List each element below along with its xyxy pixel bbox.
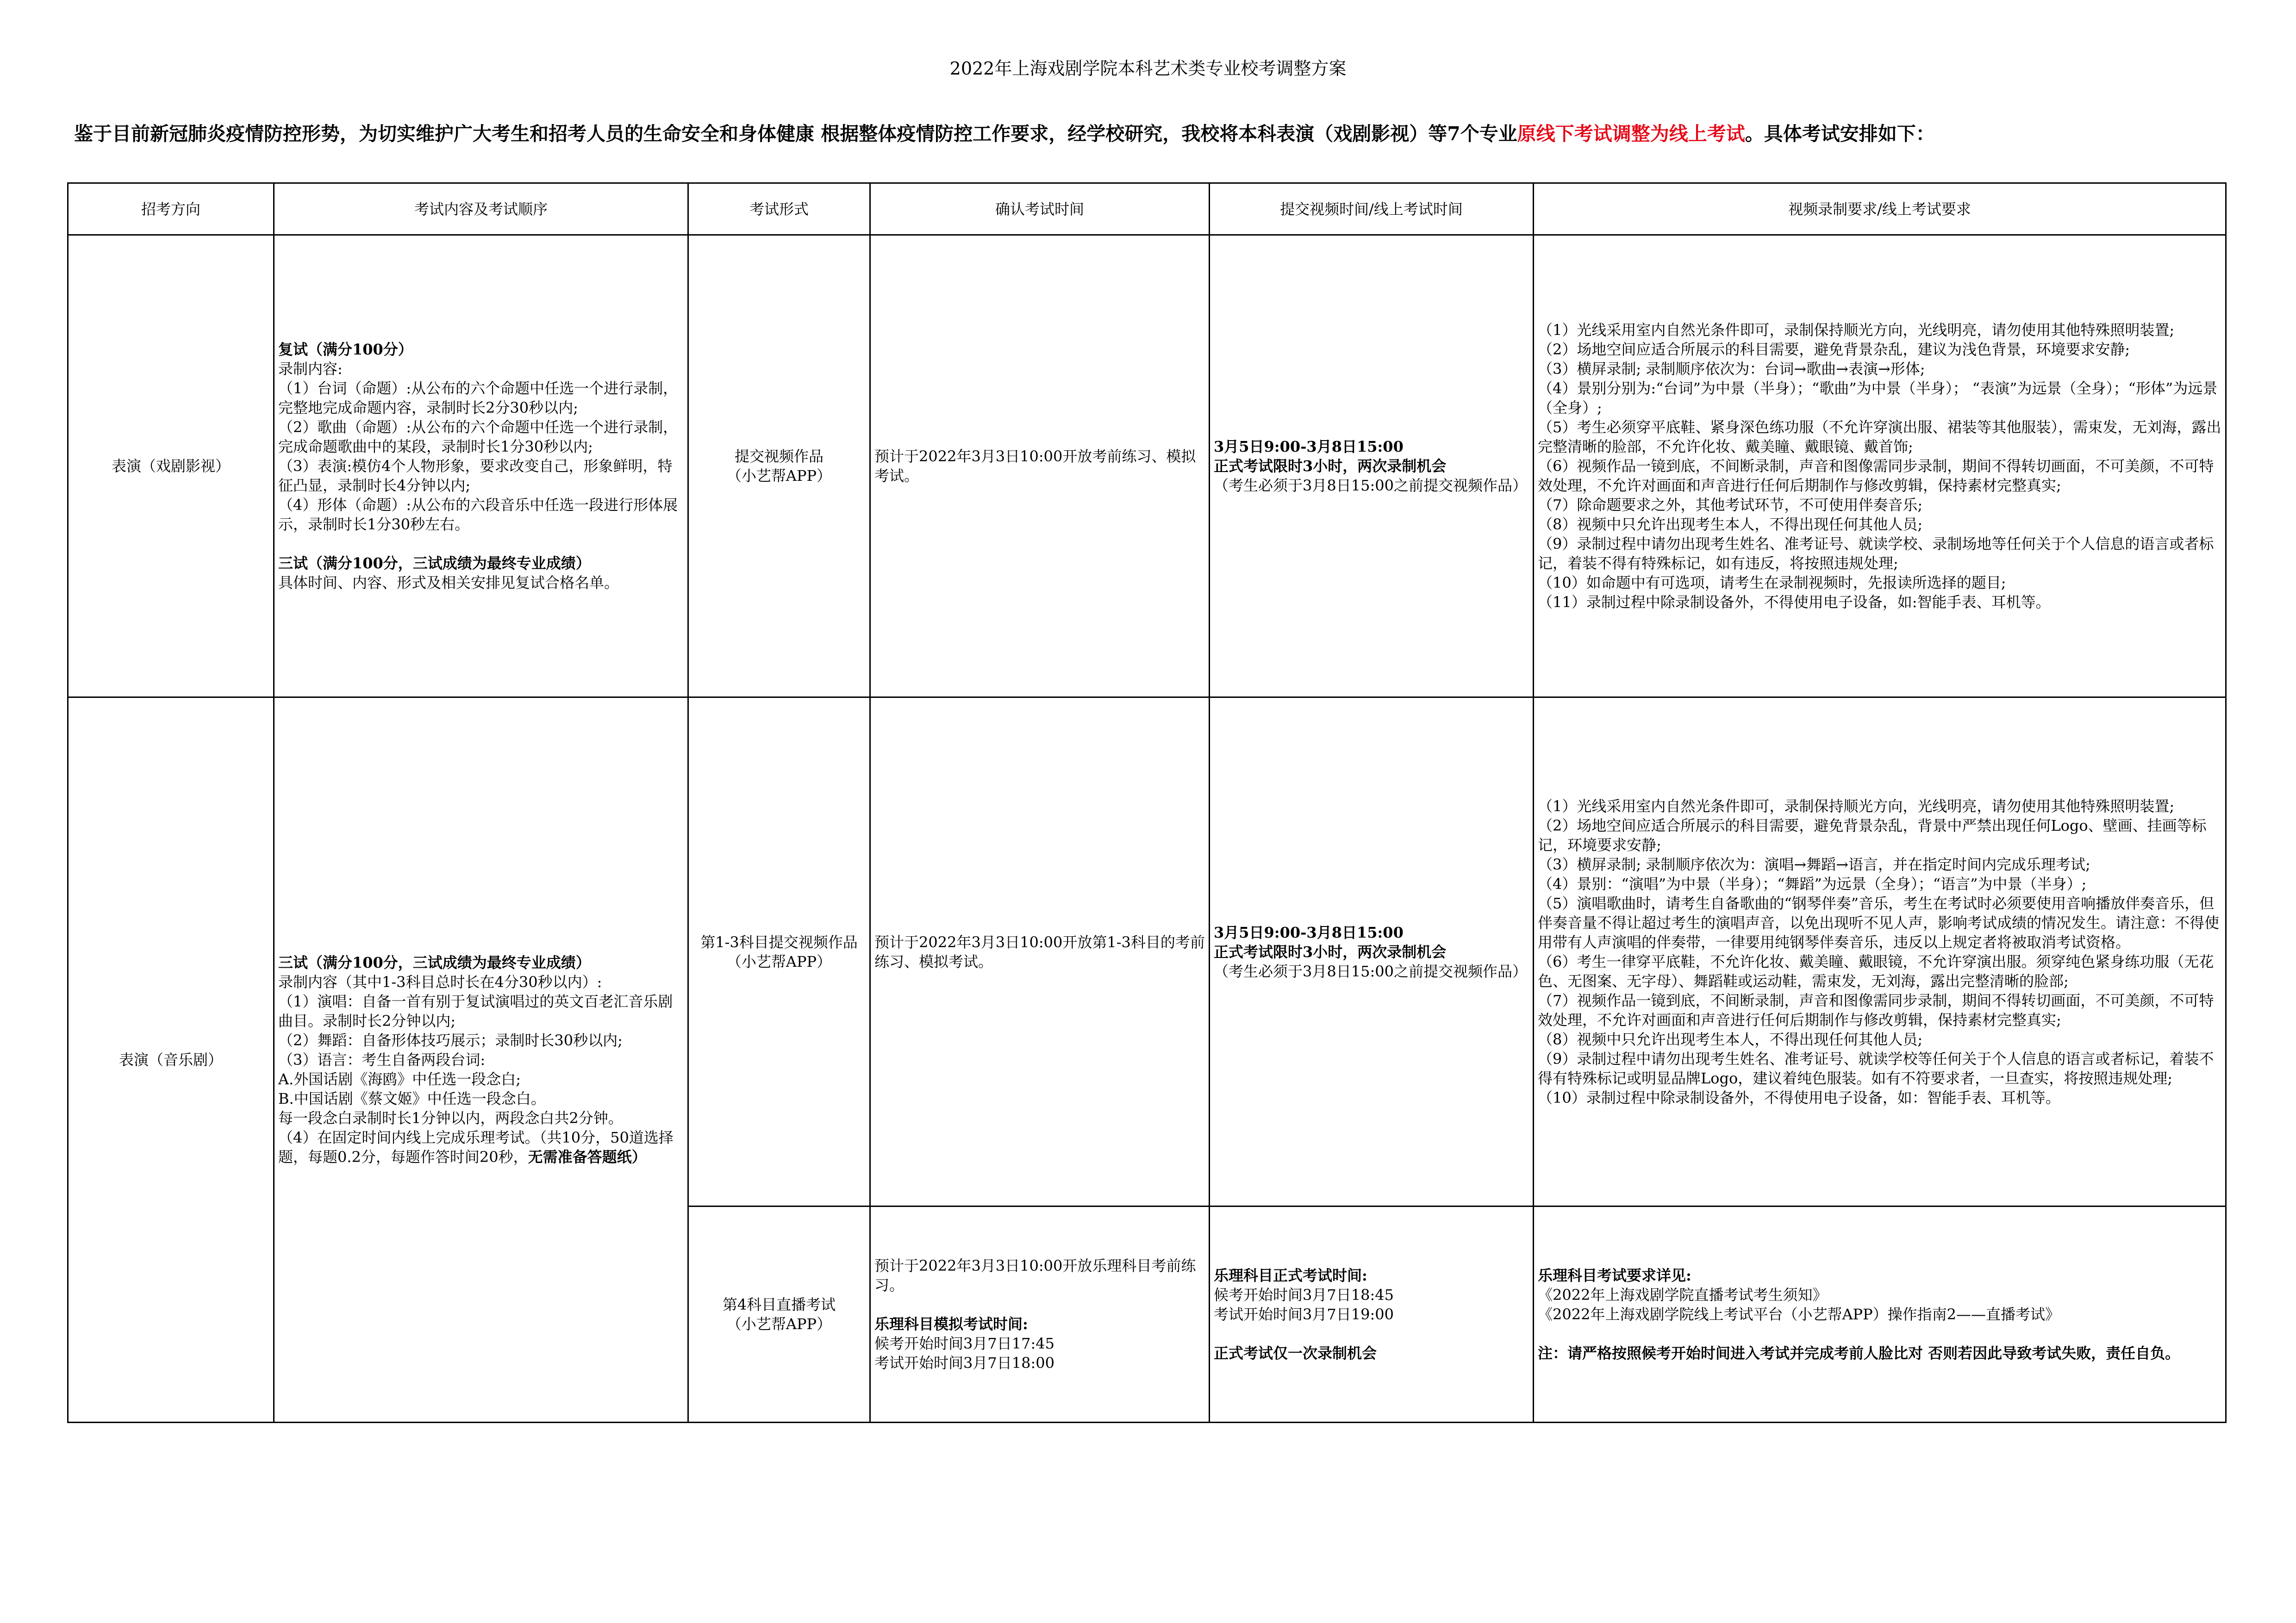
spacer — [1214, 1324, 1529, 1343]
formal-start-time: 考试开始时间3月7日19:00 — [1214, 1306, 1394, 1323]
content-heading: 复试（满分100分） — [278, 341, 413, 358]
requirement-doc: 《2022年上海戏剧学院直播考试考生须知》 — [1538, 1286, 1828, 1304]
form-label: 提交视频作品 — [734, 448, 824, 465]
requirement-item: （10）录制过程中除录制设备外，不得使用电子设备，如：智能手表、耳机等。 — [1538, 1088, 2060, 1107]
confirm-cell: 预计于2022年3月3日10:00开放考前练习、模拟考试。 — [870, 235, 1210, 697]
requirement-item: （5）演唱歌曲时，请考生自备歌曲的“钢琴伴奏”音乐，考生在考试时必须要使用音响播放伴奏音乐，但伴奏音量不得让超过考生的演唱声音，以免出现听不见人声，影响考试成绩的情况发生。请注意：不得使用带有人声演唱的伴奏带，一律要用纯钢琴伴奏音乐，违反以上规定者将被取消考试资格。 — [1538, 894, 2220, 951]
confirm-cell: 预计于2022年3月3日10:00开放第1-3科目的考前练习、模拟考试。 — [870, 697, 1210, 1206]
exam-table — [67, 182, 2227, 1423]
form-cell — [688, 235, 870, 697]
requirement-item: （9）录制过程中请勿出现考生姓名、准考证号、就读学校、录制场地等任何关于个人信息的语言或者标记，着装不得有特殊标记，如有违反，将按照违规处理; — [1538, 535, 2214, 572]
requirement-item: （3）横屏录制; 录制顺序依次为：台词→歌曲→表演→形体; — [1538, 360, 1925, 378]
header-requirements: 视频录制要求/线上考试要求 — [1534, 183, 2226, 235]
form-label: 第4科目直播考试 — [722, 1296, 836, 1313]
spacer — [874, 1295, 1205, 1314]
requirement-item: （8）视频中只允许出现考生本人，不得出现任何其他人员; — [1538, 1030, 1923, 1048]
content-line: （1）演唱：自备一首有别于复试演唱过的英文百老汇音乐剧曲目。录制时长2分钟以内; — [278, 993, 673, 1030]
confirm-cell — [870, 1206, 1210, 1423]
page-title: 2022年上海戏剧学院本科艺术类专业校考调整方案 — [949, 58, 1347, 79]
submit-cell — [1210, 235, 1534, 697]
content-line: （3）表演:模仿4个人物形象，要求改变自己，形象鲜明，特征凸显，录制时长4分钟以内; — [278, 457, 673, 494]
content-cell — [274, 235, 688, 697]
content-line: 录制内容: — [278, 360, 343, 378]
submit-note: （考生必须于3月8日15:00之前提交视频作品） — [1214, 477, 1527, 494]
content-line: （3）语言：考生自备两段台词: — [278, 1051, 486, 1069]
requirements-cell — [1534, 697, 2226, 1206]
content-line: A.外国话剧《海鸥》中任选一段念白; — [278, 1070, 521, 1088]
requirement-item: （6）视频作品一镜到底，不间断录制，声音和图像需同步录制，期间不得转切画面，不可美颜，不可特效处理，不允许对画面和声音进行任何后期制作与修改剪辑，保持素材完整真实; — [1538, 457, 2214, 494]
submit-time: 3月5日9:00-3月8日15:00 — [1214, 438, 1404, 455]
content-line-bold: 无需准备答题纸） — [528, 1148, 647, 1166]
requirement-item: （7）除命题要求之外，其他考试环节，不可使用伴奏音乐; — [1538, 496, 1923, 514]
table-header-row — [68, 183, 2226, 235]
intro-text-1: 鉴于目前新冠肺炎疫情防控形势，为切实维护广大考生和招考人员的生命安全和身体健康 根据整体疫情防控工作要求，经学校研究，我校将本科表演（戏剧影视）等7个专业 — [74, 123, 1517, 145]
spacer — [278, 534, 684, 553]
content-line: 录制内容（其中1-3科目总时长在4分30秒以内）: — [278, 973, 602, 991]
requirement-item: （7）视频作品一镜到底，不间断录制，声音和图像需同步录制，期间不得转切画面，不可美颜，不可特效处理，不允许对画面和声音进行任何后期制作与修改剪辑，保持素材完整真实; — [1538, 991, 2214, 1029]
requirement-doc: 《2022年上海戏剧学院线上考试平台（小艺帮APP）操作指南2——直播考试》 — [1538, 1306, 2060, 1323]
content-note: 具体时间、内容、形式及相关安排见复试合格名单。 — [278, 574, 619, 591]
requirement-item: （10）如命题中有可选项，请考生在录制视频时，先报读所选择的题目; — [1538, 574, 2006, 591]
content-line — [278, 1128, 684, 1167]
requirement-item: （1）光线采用室内自然光条件即可，录制保持顺光方向，光线明亮，请勿使用其他特殊照明装置; — [1538, 321, 2175, 339]
formal-exam-heading: 乐理科目正式考试时间: — [1214, 1267, 1367, 1284]
submit-limit: 正式考试限时3小时，两次录制机会 — [1214, 943, 1447, 961]
requirement-item: （4）景别分别为:“台词”为中景（半身）；“歌曲”为中景（半身）； “表演”为远景（全身）；“形体”为远景（全身）; — [1538, 379, 2218, 417]
requirements-note: 注：请严格按照候考开始时间进入考试并完成考前人脸比对 否则若因此导致考试失败，责任自负。 — [1538, 1344, 2180, 1362]
header-direction: 招考方向 — [68, 183, 274, 235]
direction-musical: 表演（音乐剧） — [68, 697, 274, 1423]
requirement-item: （9）录制过程中请勿出现考生姓名、准考证号、就读学校等任何关于个人信息的语言或者标记，着装不得有特殊标记或明显品牌Logo，建议着纯色服装。如有不符要求者，一旦查实，将按照违规处理; — [1538, 1050, 2214, 1087]
requirement-item: （2）场地空间应适合所展示的科目需要，避免背景杂乱，建议为浅色背景，环境要求安静; — [1538, 341, 2130, 358]
header-content: 考试内容及考试顺序 — [274, 183, 688, 235]
direction-drama-film: 表演（戏剧影视） — [68, 235, 274, 697]
content-line: （1）台词（命题）:从公布的六个命题中任选一个进行录制，完整地完成命题内容，录制时长2分30秒以内; — [278, 379, 678, 417]
content-line: B.中国话剧《蔡文姬》中任选一段念白。 — [278, 1090, 546, 1107]
table-row — [68, 235, 2226, 697]
formal-wait-time: 候考开始时间3月7日18:45 — [1214, 1286, 1394, 1304]
requirement-item: （4）景别：“演唱”为中景（半身）；“舞蹈”为远景（全身）；“语言”为中景（半身）; — [1538, 875, 2087, 893]
mock-wait-time: 候考开始时间3月7日17:45 — [874, 1335, 1054, 1352]
intro-text-2: 。具体考试安排如下： — [1745, 123, 1935, 145]
form-label: 第1-3科目提交视频作品 — [700, 933, 858, 951]
intro-paragraph — [74, 121, 2222, 146]
content-heading: 三试（满分100分，三试成绩为最终专业成绩） — [278, 954, 591, 971]
submit-note: （考生必须于3月8日15:00之前提交视频作品） — [1214, 962, 1527, 980]
requirements-cell — [1534, 1206, 2226, 1423]
submit-cell — [1210, 1206, 1534, 1423]
requirement-item: （8）视频中只允许出现考生本人，不得出现任何其他人员; — [1538, 516, 1923, 533]
intro-highlight: 原线下考试调整为线上考试 — [1517, 123, 1745, 145]
content-heading: 三试（满分100分，三试成绩为最终专业成绩） — [278, 554, 591, 572]
form-cell — [688, 1206, 870, 1423]
content-line: （2）舞蹈：自备形体技巧展示；录制时长30秒以内; — [278, 1032, 623, 1049]
submit-time: 3月5日9:00-3月8日15:00 — [1214, 923, 1404, 941]
requirement-item: （11）录制过程中除录制设备外，不得使用电子设备，如:智能手表、耳机等。 — [1538, 593, 2051, 611]
content-line: （4）形体（命题）:从公布的六段音乐中任选一段进行形体展示，录制时长1分30秒左右。 — [278, 496, 678, 533]
header-submit-time: 提交视频时间/线上考试时间 — [1210, 183, 1534, 235]
requirement-item: （2）场地空间应适合所展示的科目需要，避免背景杂乱，背景中严禁出现任何Logo、壁画、挂画等标记，环境要求安静; — [1538, 816, 2207, 854]
header-form: 考试形式 — [688, 183, 870, 235]
form-app: （小艺帮APP） — [726, 1315, 832, 1333]
content-cell — [274, 697, 688, 1423]
table-row — [68, 697, 2226, 1206]
mock-start-time: 考试开始时间3月7日18:00 — [874, 1354, 1054, 1372]
content-line: 每一段念白录制时长1分钟以内，两段念白共2分钟。 — [278, 1109, 623, 1127]
header-confirm-time: 确认考试时间 — [870, 183, 1210, 235]
confirm-text: 预计于2022年3月3日10:00开放乐理科目考前练习。 — [874, 1257, 1196, 1294]
submit-cell — [1210, 697, 1534, 1206]
formal-exam-note: 正式考试仅一次录制机会 — [1214, 1344, 1377, 1362]
form-app: （小艺帮APP） — [726, 467, 832, 485]
content-line-text: （4）在固定时间内线上完成乐理考试。（共10分，50道选择题，每题0.2分，每题作答时间20秒， — [278, 1129, 674, 1166]
mock-exam-heading: 乐理科目模拟考试时间: — [874, 1315, 1028, 1333]
requirements-heading: 乐理科目考试要求详见: — [1538, 1267, 1691, 1284]
requirement-item: （1）光线采用室内自然光条件即可，录制保持顺光方向，光线明亮，请勿使用其他特殊照明装置; — [1538, 797, 2175, 815]
form-cell — [688, 697, 870, 1206]
requirement-item: （5）考生必须穿平底鞋、紧身深色练功服（不允许穿演出服、裙装等其他服装），需束发，无刘海，露出完整清晰的脸部，不允许化妆、戴美瞳、戴眼镜、戴首饰; — [1538, 418, 2221, 455]
submit-limit: 正式考试限时3小时，两次录制机会 — [1214, 457, 1447, 475]
requirement-item: （6）考生一律穿平底鞋，不允许化妆、戴美瞳、戴眼镜，不允许穿演出服。须穿纯色紧身练功服（无花色、无图案、无字母）、舞蹈鞋或运动鞋，需束发，无刘海，露出完整清晰的脸部; — [1538, 952, 2214, 990]
requirements-cell — [1534, 235, 2226, 697]
spacer — [1538, 1324, 2221, 1343]
requirement-item: （3）横屏录制; 录制顺序依次为：演唱→舞蹈→语言，并在指定时间内完成乐理考试; — [1538, 855, 2090, 873]
form-app: （小艺帮APP） — [726, 952, 832, 970]
content-line: （2）歌曲（命题）:从公布的六个命题中任选一个进行录制，完成命题歌曲中的某段，录制时长1分30秒以内; — [278, 418, 678, 455]
